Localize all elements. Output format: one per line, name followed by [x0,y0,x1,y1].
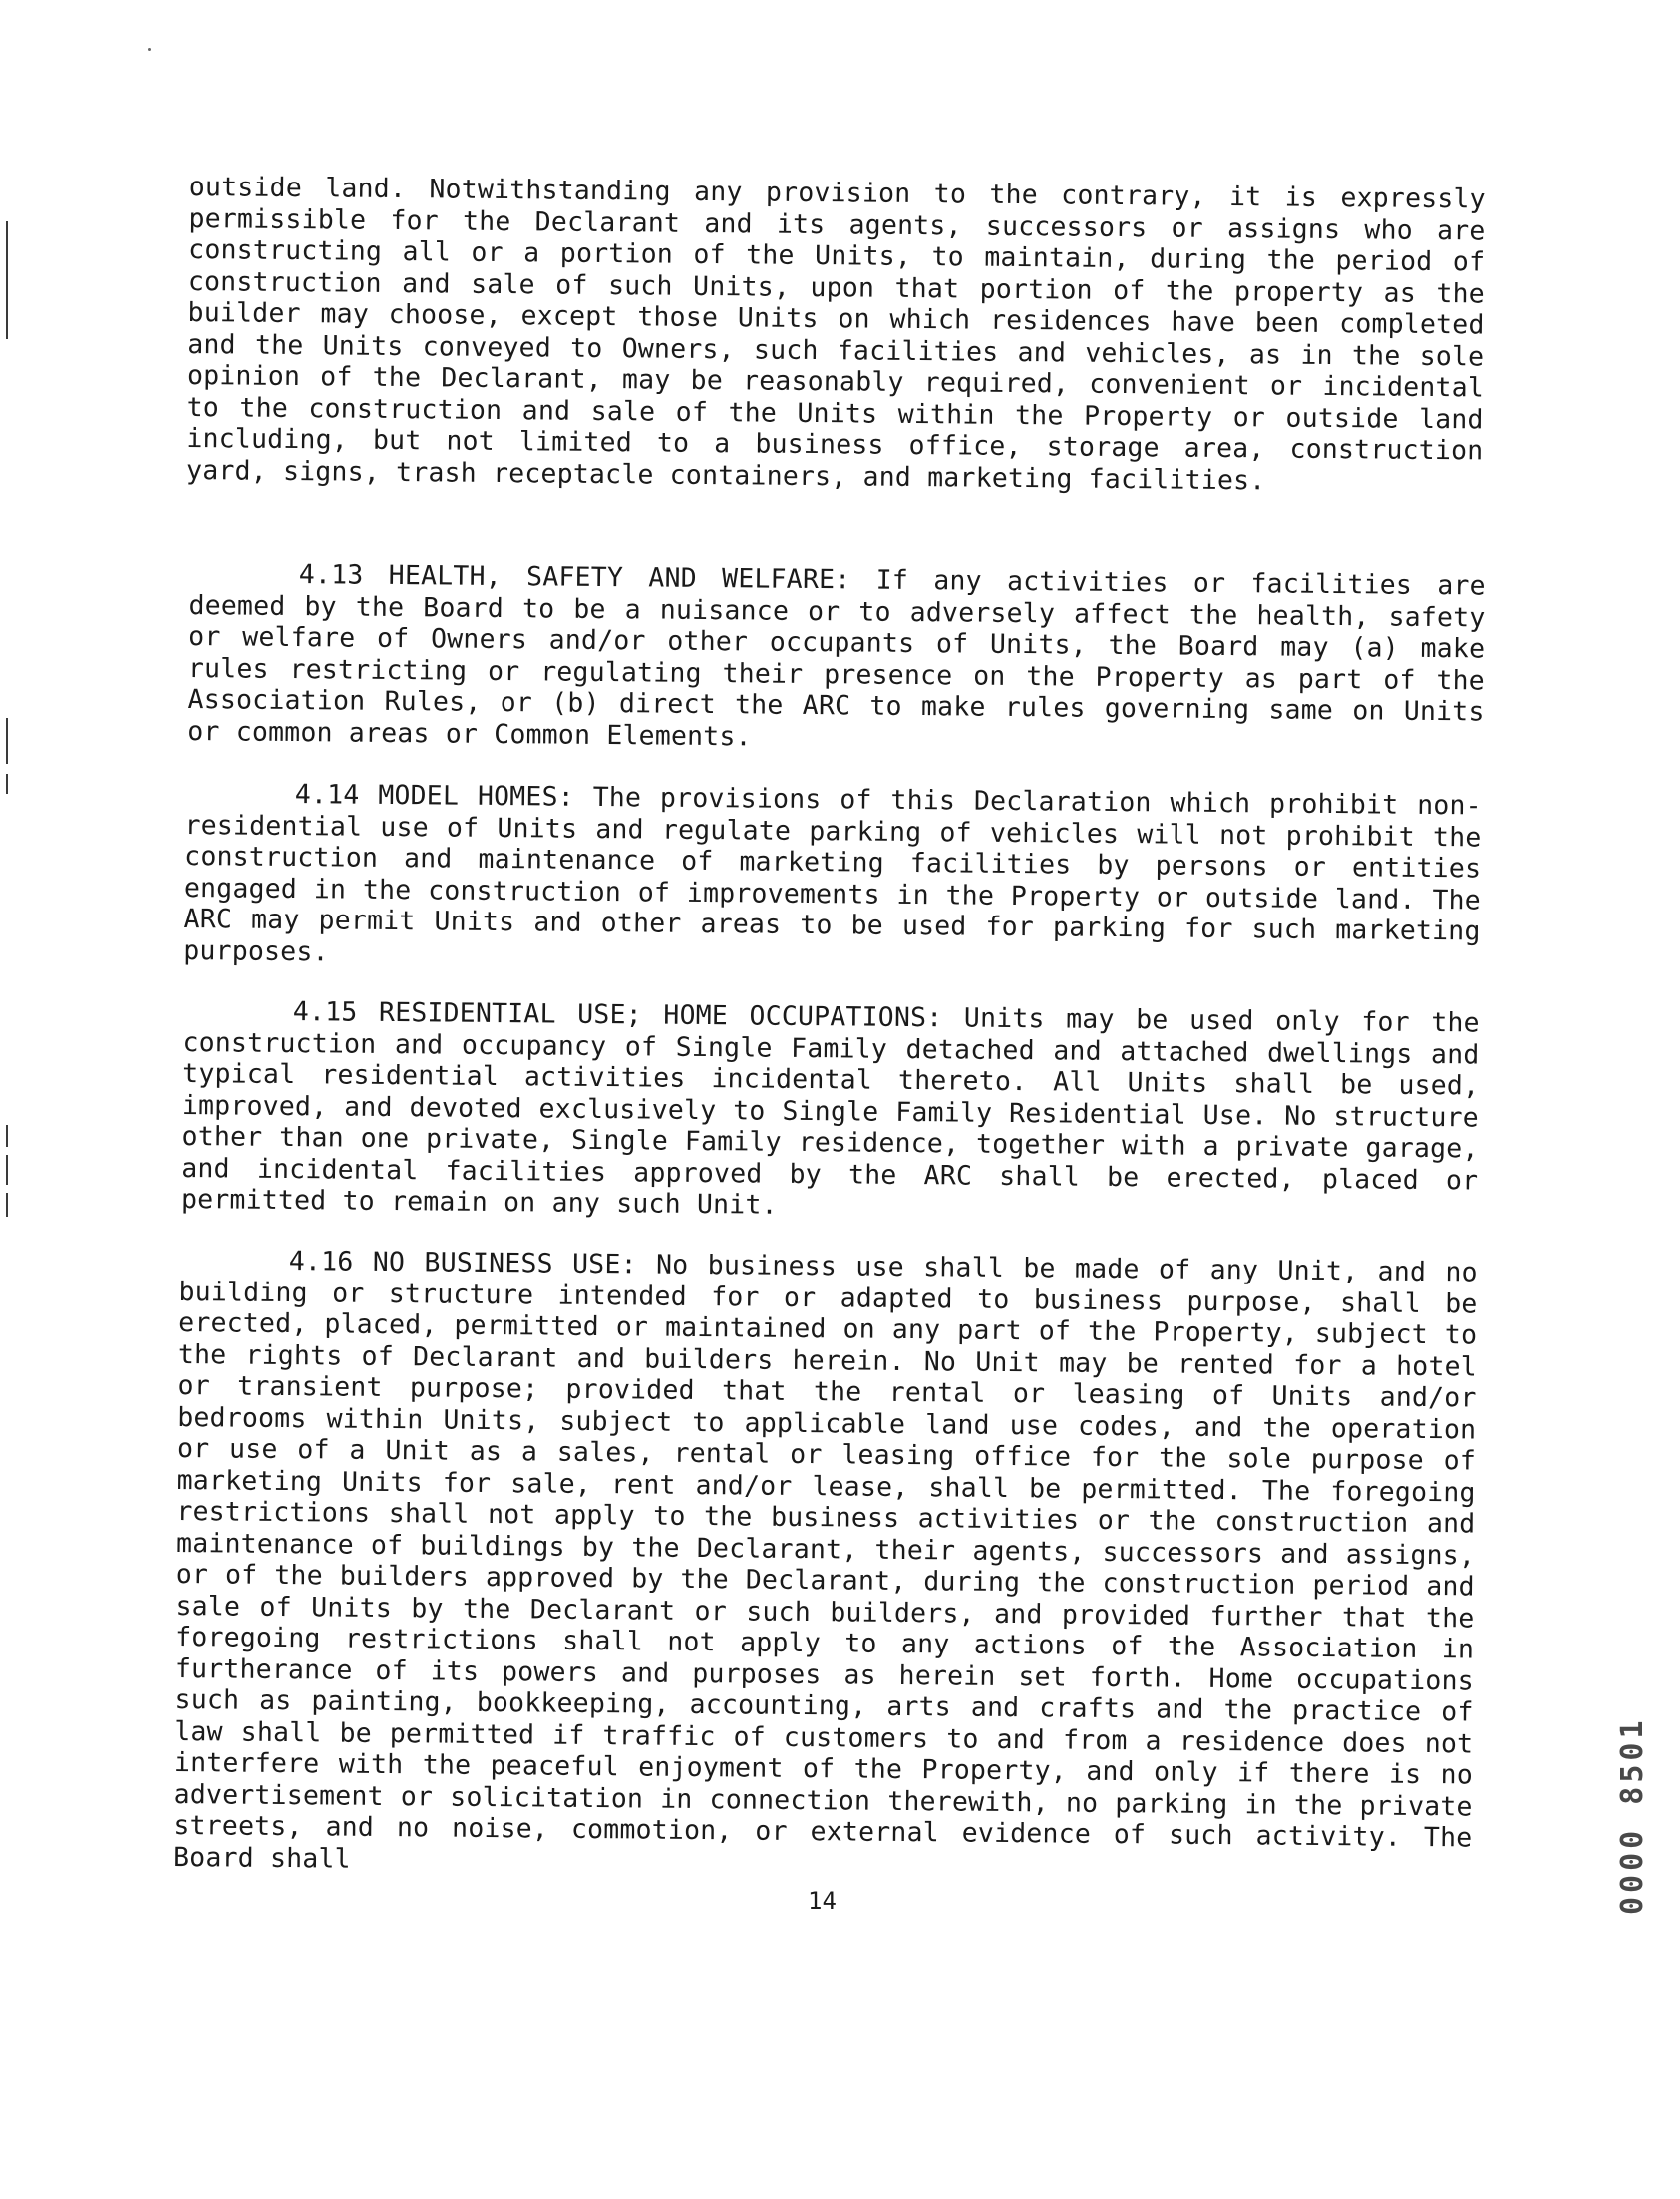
continuation-paragraph: outside land. Notwithstanding any provision to the contrary, it is expressly permissible for the Declarant and its agents, successors or assigns who are constructing all or a portion of the Units, to maintain, during the period of construction and sale of such Units, upon that portion of the property as the builder may choose, except those Units on which residences have been completed and the Units conveyed to Owners, such facilities and vehicles, as in the sole opinion of the Declarant, may be reasonably required, convenient or incidental to the construction and sale of the Units within the Property or outside land including, but not limited to a business office, storage area, construction yard, signs, trash receptacle containers, and marketing facilities. [185,172,1486,496]
section-4-15-residential-use: 4.15 RESIDENTIAL USE; HOME OCCUPATIONS: Units may be used only for the construction and occupancy of Single Family detached and attached dwellings and typical residential activities incidental thereto. All Units shall be used, improved, and devoted exclusively to Single Family Residential Use. No structure other than one private, Single Family residence, together with a private garage, and incidental facilities approved by the ARC shall be erected, placed or permitted to remain on any such Unit. [180,996,1480,1221]
section-4-14-model-homes: 4.14 MODEL HOMES: The provisions of this Declaration which prohibit non-residential use of Units and regulate parking of vehicles will not prohibit the construction and maintenance of marketing facilities by persons or entities engaged in the construction of improvements in the Property or outside land. The ARC may permit Units and other areas to be used for parking for such marketing purposes. [183,779,1482,967]
margin-scan-mark [6,1155,8,1185]
margin-scan-mark [6,1125,8,1147]
margin-scan-mark [6,221,8,339]
margin-scan-mark [6,718,8,764]
side-stamp-text: 0000 8501 [1615,1716,1650,1915]
scan-speck [148,48,151,51]
section-4-13-health-safety-welfare: 4.13 HEALTH, SAFETY AND WELFARE: If any activities or facilities are deemed by the Board to be a nuisance or to adversely affect the health, safety or welfare of Owners and/or other occupants of Units, the Board may (a) make rules restricting or regulating their presence on the Property as part of the Association Rules, or (b) direct the ARC to make rules governing same on Units or common areas or Common Elements. [187,559,1486,752]
margin-scan-mark [6,1193,8,1217]
side-stamp [1613,1596,1653,1915]
page-number: 14 [808,1887,837,1915]
section-4-16-no-business-use: 4.16 NO BUSINESS USE: No business use shall be made of any Unit, and no building or structure intended for or adapted to business purpose, shall be erected, placed, permitted or maintained on any part of the Property, subject to the rights of Declarant and builders herein. No Unit may be rented for a hotel or transient purpose; provided that the rental or leasing of Units and/or bedrooms within Units, subject to applicable land use codes, and the operation or use of a Unit as a sales, rental or leasing office for the sole purpose of marketing Units for sale, rent and/or lease, shall be permitted. The foregoing restrictions shall not apply to the business activities or the construction and maintenance of buildings by the Declarant, their agents, successors and assigns, or of the builders approved by the Declarant, during the construction period and sale of Units by the Declarant or such builders, and provided further that the foregoing restrictions shall not apply to any actions of the Association in furtherance of its powers and purposes as herein set forth. Home occupations such as painting, bookkeeping, accounting, arts and crafts and the practice of law shall be permitted if traffic of customers to and from a residence does not interfere with the peaceful enjoyment of the Property, and only if there is no advertisement or solicitation in connection therewith, no parking in the private streets, and no noise, commotion, or external evidence of such activity. The Board shall [172,1246,1478,1875]
margin-scan-mark [6,774,8,794]
